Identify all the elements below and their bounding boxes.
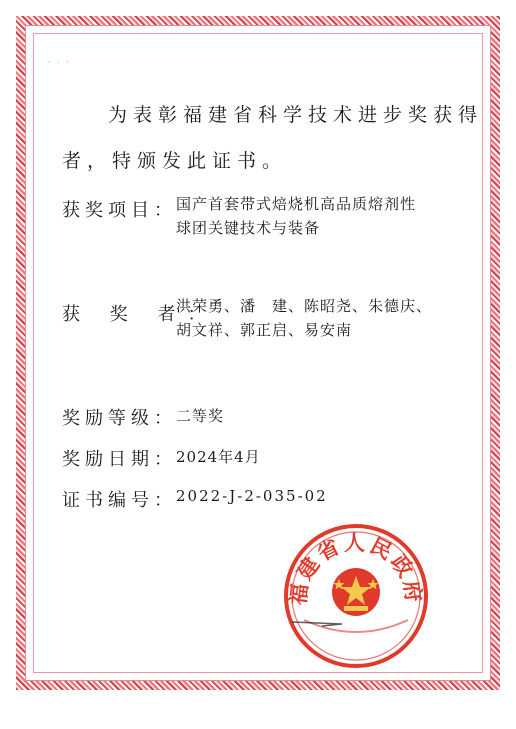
emblem-gate: [344, 606, 368, 611]
level-value: 二等奖: [176, 407, 225, 425]
winners-value: [176, 294, 432, 342]
date-value: 2024年4月: [176, 448, 261, 466]
official-seal: [282, 522, 430, 670]
date-label: 奖励日期：: [62, 449, 177, 470]
project-line-2: 球团关键技术与装备: [176, 219, 321, 237]
intro-line-2: 者，特颁发此证书。: [62, 150, 288, 172]
level-label: 奖励等级：: [62, 408, 177, 429]
seal-emblem: [332, 568, 380, 616]
intro-line-1: 为表彰福建省科学技术进步奖获得: [108, 104, 484, 126]
winners-line-1: 洪荣勇、潘 建、陈昭尧、朱德庆、: [176, 297, 433, 315]
number-label: 证书编号：: [62, 490, 177, 511]
project-line-1: 国产首套带式焙烧机高品质熔剂性: [176, 195, 417, 213]
project-label: 获奖项目：: [62, 200, 177, 221]
seal-wheat-arc: [304, 620, 408, 632]
number-value: 2022-J-2-035-02: [176, 487, 328, 505]
winners-line-2: 胡文祥、郭正启、易安南: [176, 321, 353, 339]
seal-arc-text: 福建省人民政府: [285, 530, 427, 607]
project-value: [176, 192, 416, 240]
decorative-dots: · · ·: [48, 58, 71, 67]
winners-label: 获 奖 者：: [62, 304, 218, 325]
